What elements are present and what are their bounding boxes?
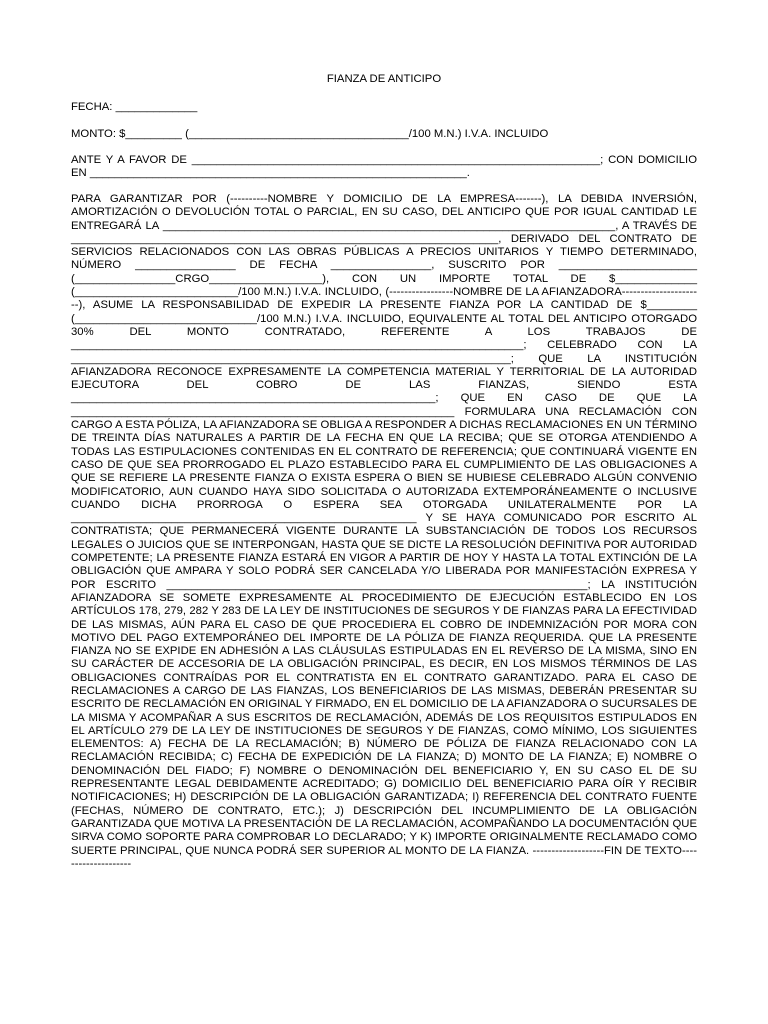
ante-paragraph: ANTE Y A FAVOR DE _________________________________________________________________; CON DOMICILIO EN ____________________________________________________________. bbox=[71, 154, 697, 180]
monto-line: MONTO: $_________ (___________________________________/100 M.N.) I.V.A. INCLUIDO bbox=[71, 128, 549, 140]
body-paragraph: PARA GARANTIZAR POR (----------NOMBRE Y DOMICILIO DE LA EMPRESA-------), LA DEBIDA INVERSIÓN, AMORTIZACIÓN O DEVOLUCIÓN TOTAL O PARCIAL, EN SU CASO, DEL ANTICIPO QUE POR IGUAL CANTIDAD LE ENTREGARÁ LA ________________________________________________________________________, A TRAVÉS DE ____________________________________________________________________, DERIVADO DEL CONTRATO DE SERVICIOS RELACIONADOS CON LAS OBRAS PÚBLICAS A PRECIOS UNITARIOS Y TIEMPO DETERMINADO, NÚMERO ________________ DE FECHA ________________, SUSCRITO POR ______________________ (________________CRGO__________________), CON UN IMPORTE TOTAL DE $_____________ (__________________________/100 M.N.) I.V.A. INCLUIDO, (-----------------NOMBRE DE LA AFIANZADORA----------------------), ASUME LA RESPONSABILIDAD DE EXPEDIR LA PRESENTE FIANZA POR LA CANTIDAD DE $________ (_____________________________/100 M.N.) I.V.A. INCLUIDO, EQUIVALENTE AL TOTAL DEL ANTICIPO OTORGADO 30% DEL MONTO CONTRATADO, REFERENTE A LOS TRABAJOS DE ________________________________________________________________________; CELEBRADO CON LA ______________________________________________________________________; QUE LA INSTITUCIÓN AFIANZADORA RECONOCE EXPRESAMENTE LA COMPETENCIA MATERIAL Y TERRITORIAL DE LA AUTORIDAD EJECUTORA DEL COBRO DE LAS FIANZAS, SIENDO ESTA __________________________________________________________; QUE EN CASO DE QUE LA _____________________________________________________________ FORMULARA UNA RECLAMACIÓN CON CARGO A ESTA PÓLIZA, LA AFIANZADORA SE OBLIGA A RESPONDER A DICHAS RECLAMACIONES EN UN TÉRMINO DE TREINTA DÍAS NATURALES A PARTIR DE LA FECHA EN QUE LA RECIBA; QUE SE OTORGA ATENDIENDO A TODAS LAS ESTIPULACIONES CONTENIDAS EN EL CONTRATO DE REFERENCIA; QUE CONTINUARÁ VIGENTE EN CASO DE QUE SEA PRORROGADO EL PLAZO ESTABLECIDO PARA EL CUMPLIMIENTO DE LAS OBLIGACIONES A QUE SE REFIERE LA PRESENTE FIANZA O EXISTA ESPERA O BIEN SE HUBIESE CELEBRADO ALGÚN CONVENIO MODIFICATORIO, AUN CUANDO HAYA SIDO SOLICITADA O AUTORIZADA EXTEMPORÁNEAMENTE O INCLUSIVE CUANDO DICHA PRORROGA O ESPERA SEA OTORGADA UNILATERALMENTE POR LA _______________________________________________________ Y SE HAYA COMUNICADO POR ESCRITO AL CONTRATISTA; QUE PERMANECERÁ VIGENTE DURANTE LA SUBSTANCIACIÓN DE TODOS LOS RECURSOS LEGALES O JUICIOS QUE SE INTERPONGAN, HASTA QUE SE DICTE LA RESOLUCIÓN DEFINITIVA POR AUTORIDAD COMPETENTE; LA PRESENTE FIANZA ESTARÁ EN VIGOR A PARTIR DE HOY Y HASTA LA TOTAL EXTINCIÓN DE LA OBLIGACIÓN QUE AMPARA Y SOLO PODRÁ SER CANCELADA Y/O LIBERADA POR MANIFESTACIÓN EXPRESA Y POR ESCRITO ___________________________________________________________________; LA INSTITUCIÓN AFIANZADORA SE SOMETE EXPRESAMENTE AL PROCEDIMIENTO DE EJECUCIÓN ESTABLECIDO EN LOS ARTÍCULOS 178, 279, 282 Y 283 DE LA LEY DE INSTITUCIONES DE SEGUROS Y DE FIANZAS PARA LA EFECTIVIDAD DE LAS MISMAS, AÚN PARA EL CASO DE QUE PROCEDIERA EL COBRO DE INDEMNIZACIÓN POR MORA CON MOTIVO DEL PAGO EXTEMPORÁNEO DEL IMPORTE DE LA PÓLIZA DE FIANZA REQUERIDA. QUE LA PRESENTE FIANZA NO SE EXPIDE EN ADHESIÓN A LAS CLÁUSULAS ESTIPULADAS EN EL REVERSO DE LA MISMA, SINO EN SU CARÁCTER DE ACCESORIA DE LA OBLIGACIÓN PRINCIPAL, ES DECIR, EN LOS MISMOS TÉRMINOS DE LAS OBLIGACIONES CONTRAÍDAS POR EL CONTRATISTA EN EL CONTRATO GARANTIZADO. PARA EL CASO DE RECLAMACIONES A CARGO DE LAS FIANZAS, LOS BENEFICIARIOS DE LAS MISMAS, DEBERÁN PRESENTAR SU ESCRITO DE RECLAMACIÓN EN ORIGINAL Y FIRMADO, EN EL DOMICILIO DE LA AFIANZADORA O SUCURSALES DE LA MISMA Y ACOMPAÑAR A SUS ESCRITOS DE RECLAMACIÓN, ADEMÁS DE LOS REQUISITOS ESTIPULADOS EN EL ARTÍCULO 279 DE LA LEY DE INSTITUCIONES DE SEGUROS Y DE FIANZAS, COMO MÍNIMO, LOS SIGUIENTES ELEMENTOS: A) FECHA DE LA RECLAMACIÓN; B) NÚMERO DE PÓLIZA DE FIANZA RELACIONADO CON LA RECLAMACIÓN RECIBIDA; C) FECHA DE EXPEDICIÓN DE LA FIANZA; D) MONTO DE LA FIANZA; E) NOMBRE O DENOMINACIÓN DEL FIADO; F) NOMBRE O DENOMINACIÓN DEL BENEFICIARIO Y, EN SU CASO EL DE SU REPRESENTANTE LEGAL DEBIDAMENTE ACREDITADO; G) DOMICILIO DEL BENEFICIARIO PARA OÍR Y RECIBIR NOTIFICACIONES; H) DESCRIPCIÓN DE LA OBLIGACIÓN GARANTIZADA; I) REFERENCIA DEL CONTRATO FUENTE (FECHAS, NÚMERO DE CONTRATO, ETC.); J) DESCRIPCIÓN DEL INCUMPLIMIENTO DE LA OBLIGACIÓN GARANTIZADA QUE MOTIVA LA PRESENTACIÓN DE LA RECLAMACIÓN, ACOMPAÑANDO LA DOCUMENTACIÓN QUE SIRVA COMO SOPORTE PARA COMPROBAR LO DECLARADO; Y K) IMPORTE ORIGINALMENTE RECLAMADO COMO SUERTE PRINCIPAL, QUE NUNCA PODRÁ SER SUPERIOR AL MONTO DE LA FIANZA. -------------------FIN DE TEXTO-------------------- bbox=[71, 193, 697, 870]
document-title: FIANZA DE ANTICIPO bbox=[326, 73, 442, 85]
fecha-line: FECHA: _____________ bbox=[71, 101, 198, 113]
